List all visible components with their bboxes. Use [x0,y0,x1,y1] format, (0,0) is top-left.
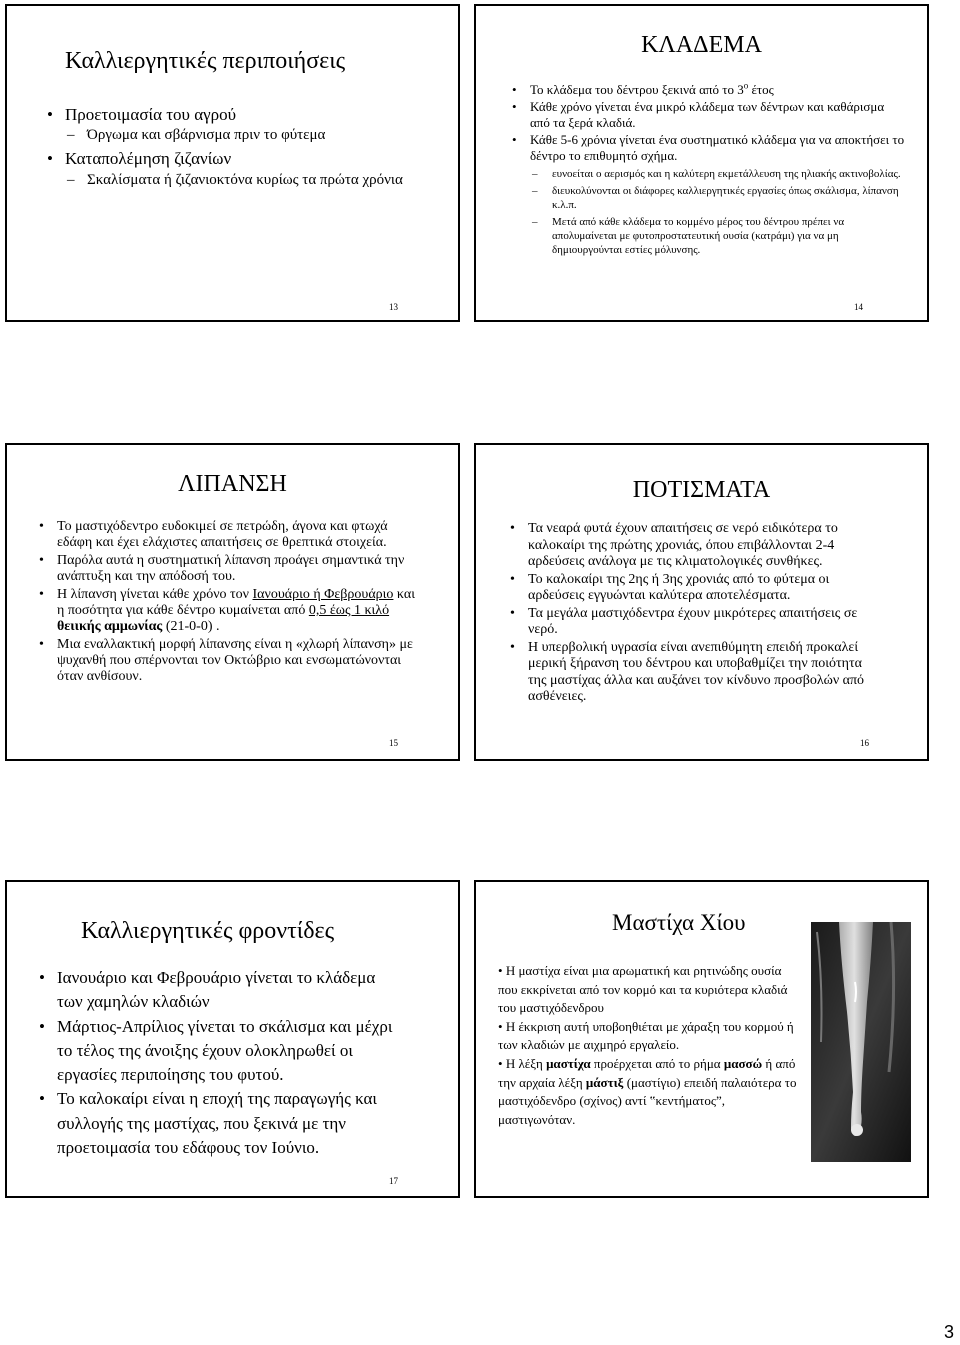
bullet: • Κάθε χρόνο γίνεται ένα μικρό κλάδεμα των δέντρων και καθάρισμα από τα ξερά κλαδιά. [506,99,906,131]
bullet: • Τα νεαρά φυτά έχουν απαιτήσεις σε νερό ειδικότερα το καλοκαίρι της πρώτης χρονιάς, όπου επιβάλλονται 2-4 αρδεύσεις ανάλογα με τις κλιματολογικές συνθήκες. [504,521,869,571]
slide-body [41,104,441,191]
bullet: • Το καλοκαίρι είναι η εποχή της παραγωγής και συλλογής της μαστίχας, που ξεκινά με την προετοιμασία του εδάφους τον Ιούνιο. [33,1087,398,1160]
slide-title: Καλλιεργητικές περιποιήσεις [65,48,346,74]
slide-title: ΛΙΠΑΝΣΗ [178,471,287,497]
slide-number: 13 [389,302,398,312]
slide-15 [5,443,460,761]
slide-body [506,82,906,257]
bullet: • Καταπολέμηση ζιζανίων [41,148,441,169]
bullet: • Τα μεγάλα μαστιχόδεντρα έχουν μικρότερες απαιτήσεις σε νερό. [504,606,869,639]
icicle-photo [811,922,911,1162]
slide-title: ΠΟΤΙΣΜΑΤΑ [632,477,771,503]
bullet: • Το μαστιχόδεντρο ευδοκιμεί σε πετρώδη, άγονα και φτωχά εδάφη και έχει ελάχιστες απαιτήσεις σε θρεπτικά στοιχεία. [33,519,423,551]
slide-number: 16 [860,738,869,748]
bullet: • Η μαστίχα είναι μια αρωματική και ρητινώδης ουσία που εκκρίνεται από τον κορμό και τα κυριότερα κλαδιά του μαστιχόδενδρου [498,963,788,1016]
slide-body [498,962,798,1129]
page-number: 3 [944,1322,955,1342]
slide-16 [474,443,929,761]
sub-bullet: – Όργωμα και σβάρνισμα πριν το φύτεμα [41,125,441,145]
sub-bullet: – Μετά από κάθε κλάδεμα το κομμένο μέρος του δέντρου πρέπει να απολυμαίνεται με φυτοπροστατευτική ουσία (κατράμι) για να μη δημιουργούνται εστίες μόλυνσης. [506,215,906,257]
bullet: • Ιανουάριο και Φεβρουάριο γίνεται το κλάδεμα των χαμηλών κλαδιών [33,966,398,1015]
slide-13 [5,4,460,322]
bullet: • Η υπερβολική υγρασία είναι ανεπιθύμητη επειδή προκαλεί μερική ξήρανση του δέντρου και υποβαθμίζει την ποιότητα της μαστίχας άλλα και αυξάνει τον κίνδυνο προσβολών από ασθένειες. [504,640,869,706]
slide-body [33,966,398,1160]
slide-number: 14 [854,302,863,312]
sub-bullet: – διευκολύνονται οι διάφορες καλλιεργητικές εργασίες όπως σκάλισμα, λίπανση κ.λ.π. [506,184,906,212]
sub-bullet: – Σκαλίσματα ή ζιζανιοκτόνα κυρίως τα πρώτα χρόνια [41,169,417,191]
bullet: • Μάρτιος-Απρίλιος γίνεται το σκάλισμα και μέχρι το τέλος της άνοιξης έχουν ολοκληρωθεί οι εργασίες περιποίησης του φυτού. [33,1015,398,1088]
bullet: • Η λέξη μαστίχα προέρχεται από το ρήμα μασσώ ή από την αρχαία λέξη μάστιξ (μαστίγιο) επειδή παλαιότερα το μαστιχόδενδρο (σχίνος) αντί ‟κεντήματος”, μαστιγωνόταν. [498,1055,797,1127]
bullet: • Παρόλα αυτά η συστηματική λίπανση προάγει σημαντικά την ανάπτυξη και την απόδοσή του. [33,553,423,585]
slide-14 [474,4,929,322]
bullet: • Η έκκριση αυτή υποβοηθιέται με χάραξη του κορμού ή των κλαδιών με αιχμηρό εργαλείο. [498,1018,794,1053]
bullet: • Μια εναλλακτική μορφή λίπανσης είναι η «χλωρή λίπανση» με ψυχανθή που σπέρνονται τον Οκτώβριο και ενσωματώνονται όταν ανθίσουν. [33,637,423,685]
bullet: • Το καλοκαίρι της 2ης ή 3ης χρονιάς από το φύτεμα οι αρδεύσεις εγγυώνται καλύτερα αποτελέσματα. [504,572,869,605]
slide-title: Μαστίχα Χίου [612,910,746,935]
slide-body [504,521,869,706]
bullet: • Το κλάδεμα του δέντρου ξεκινά από το $3^o$ έτος [506,82,906,98]
slide-number: 17 [389,1176,398,1186]
bullet: • Η λίπανση γίνεται κάθε χρόνο τον Ιανουάριο ή Φεβρουάριο και η ποσότητα για κάθε δέντρο κυμαίνεται από 0,5 έως 1 κιλό θειικής αμμωνίας (21-0-0) . [33,587,423,635]
sub-bullet: – ευνοείται ο αερισμός και η καλύτερη εκμετάλλευση της ηλιακής ακτινοβολίας. [506,167,906,181]
slide-18 [474,880,929,1198]
slide-title: Καλλιεργητικές φροντίδες [81,918,335,944]
slide-body [33,519,423,685]
slide-title: ΚΛΑΔΕΜΑ [641,32,762,58]
bullet: • Προετοιμασία του αγρού [41,104,441,125]
slide-17 [5,880,460,1198]
bullet: • Κάθε 5-6 χρόνια γίνεται ένα συστηματικό κλάδεμα για να αποκτήσει το δέντρο το επιθυμητό σχήμα. [506,132,906,164]
slide-number: 15 [389,738,398,748]
